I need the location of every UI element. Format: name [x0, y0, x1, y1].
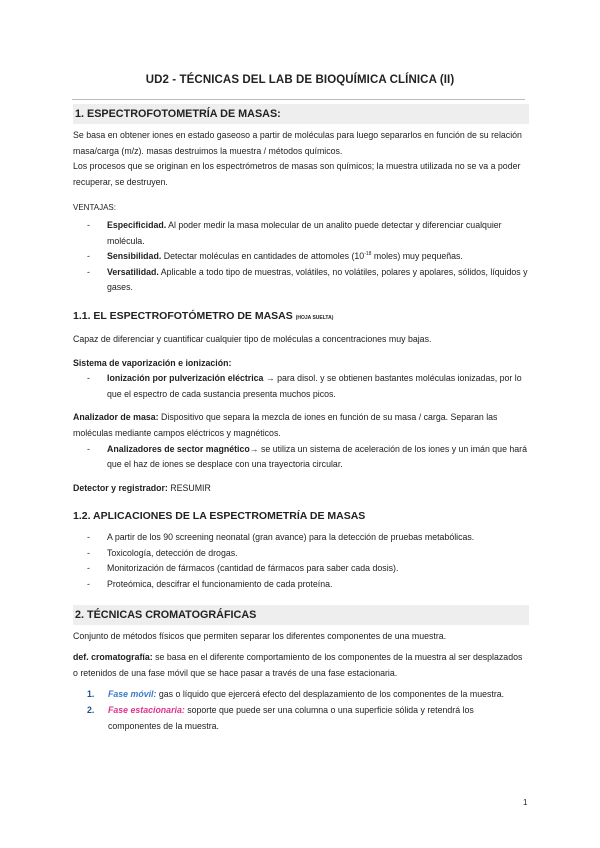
section-1-1-heading-text: 1.1. EL ESPECTROFOTÓMETRO DE MASAS [73, 309, 293, 322]
mass-analyzer-term: Analizador de masa: [73, 412, 159, 423]
list-item [87, 249, 529, 265]
ventajas-label: VENTAJAS: [73, 203, 116, 213]
section-1-paragraph-2: Los procesos que se originan en los espectrómetros de masas son químicos; la muestra utilizada no se va a poder recuperar, se destruyen. [73, 161, 521, 187]
title-divider [72, 99, 525, 100]
mass-analyzer-text: Dispositivo que separa la mezcla de iones en función de su masa / carga. Separan las moléculas mediante campos eléctricos y magnéticos. [73, 412, 498, 438]
section-1-1-heading-note: (HOJA SUELTA) [295, 314, 334, 321]
list-item-term: Especificidad. [107, 219, 167, 230]
list-item-text: moles) muy pequeñas. [371, 251, 463, 262]
list-item [87, 265, 529, 296]
list-item-term: Versatilidad. [107, 266, 159, 277]
list-item-text: gas o líquido que ejercerá efecto del desplazamiento de los componentes de la muestra. [156, 689, 505, 700]
list-item [87, 218, 529, 249]
list-item-term: Sensibilidad. [107, 251, 162, 262]
list-number: 1. [87, 689, 95, 700]
list-number: 2. [87, 705, 95, 716]
phases-list [73, 687, 529, 734]
detector-term: Detector y registrador: [73, 482, 168, 493]
list-item-term: Analizadores de sector magnético [107, 443, 250, 454]
definition-text: se basa en el diferente comportamiento de los componentes de la muestra al ser desplazados o retenidos de una fase móvil que se hace pasar a través de una fase estacionaria. [73, 652, 523, 678]
detector-text: RESUMIR [167, 482, 211, 493]
applications-list [73, 530, 529, 592]
definition-paragraph [73, 650, 529, 681]
section-2-heading: 2. TÉCNICAS CROMATOGRÁFICAS [73, 605, 529, 625]
list-item [87, 703, 529, 734]
list-item-text: Al poder medir la masa molecular de un analito puede detectar y diferenciar cualquier molécula. [107, 219, 502, 246]
detector-paragraph [73, 481, 529, 497]
document-title: UD2 - TÉCNICAS DEL LAB DE BIOQUÍMICA CLÍNICA (II) [145, 74, 455, 86]
list-item [87, 687, 529, 703]
list-item-term: Ionización por pulverización eléctrica [107, 373, 264, 384]
definition-term: def. cromatografía: [73, 652, 153, 663]
list-item [87, 371, 529, 402]
list-item: - A partir de los 90 screening neonatal (gran avance) para la detección de pruebas metabólicas. [87, 530, 529, 546]
list-item-text: Aplicable a todo tipo de muestras, volátiles, no volátiles, polares y apolares, sólidos, líquidos y gases. [107, 266, 528, 293]
mass-analyzer-list [73, 442, 529, 473]
section-1-2-heading: 1.2. APLICACIONES DE LA ESPECTROMETRÍA DE MASAS [73, 510, 366, 523]
section-1-1-intro: Capaz de diferenciar y cuantificar cualquier tipo de moléculas a concentraciones muy bajas. [73, 333, 432, 344]
exponent: -18 [364, 251, 372, 258]
list-item: - Proteómica, descifrar el funcionamiento de cada proteína. [87, 577, 529, 593]
list-item: - Toxicología, detección de drogas. [87, 546, 529, 562]
list-item: - Monitorización de fármacos (cantidad de fármacos para saber cada dosis). [87, 561, 529, 577]
section-2-intro: Conjunto de métodos físicos que permiten separar los diferentes componentes de una muestra. [73, 630, 447, 641]
vaporization-list [73, 371, 529, 402]
list-item-text: soporte que puede ser una columna o una superficie sólida y retendrá los componentes de la muestra. [108, 705, 474, 731]
list-item-text: → se utiliza un sistema de aceleración de los iones y un imán que hará que el haz de iones se desplace con una trayectoria circular. [107, 443, 528, 470]
mobile-phase-term: Fase móvil: [108, 689, 157, 700]
document-body [73, 104, 529, 734]
vaporization-system-title: Sistema de vaporización e ionización: [73, 357, 232, 368]
list-item-text: Detectar moléculas en cantidades de attomoles (10 [161, 251, 365, 262]
ventajas-list [73, 218, 529, 296]
page-number: 1 [523, 798, 528, 807]
section-1-paragraph-1: Se basa en obtener iones en estado gaseoso a partir de moléculas para luego separarlos en función de su relación masa/carga (m/z). masas destruimos la muestra / métodos químicos. [73, 130, 522, 156]
list-item [87, 442, 529, 473]
list-item-text: → para disol. y se obtienen bastantes moléculas ionizadas, por lo que el espectro de cada sustancia presenta muchos picos. [107, 373, 522, 399]
section-1-heading: 1. ESPECTROFOTOMETRÍA DE MASAS: [73, 104, 529, 124]
stationary-phase-term: Fase estacionaria: [108, 705, 185, 716]
section-1-1-heading [73, 308, 529, 326]
mass-analyzer-paragraph [73, 410, 529, 441]
